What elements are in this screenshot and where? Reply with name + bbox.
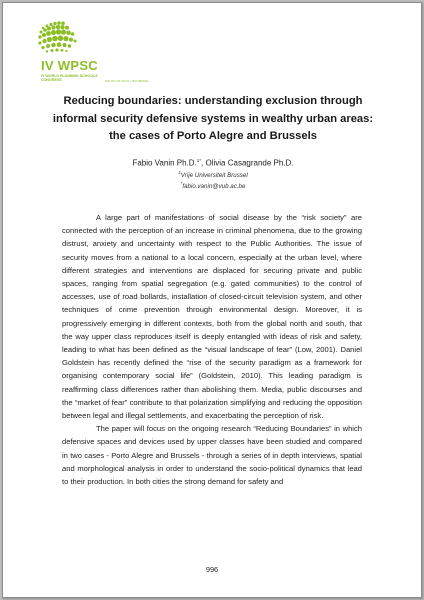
- author-1: Fabio Vanin Ph.D.: [132, 158, 197, 168]
- author-1-superscript: 1*: [196, 158, 202, 163]
- affiliation-superscript: 1: [178, 170, 181, 175]
- logo-title: IV WPSC: [41, 58, 98, 73]
- paragraph-1: A large part of manifestations of social disease by the “risk society” are connected with the perception of an increase in criminal phenomena, due to the growing distrust, anxiety and uncertainty with respect to the Public Authorities. The issue of security moves from a national to a local concern, especially at the urban level, where different strategies and interventions are displaced for securing private and public spaces, ranging from spatial segregation (e.g. gated communities) to the control of accesses, use of road bollards, installation of closed-circuit television system, and other techniques of crime prevention through environmental design. Moreover, it is progressively emerging in different contexts, both from the global north and south, that the way upper class reproduces itself is deeply entangled with ideas of risk and safety, leading to what has been defined as the “visual landscape of fear” (Low, 2001). Daniel Goldstein has recently defined the “rise of the security paradigm as a framework for organising contemporary social life” (Goldstein, 2010). This leading paradigm is reaffirming class differences rather than abolishing them. Media, public discourses and the “market of fear” contribute to that polarization simplifying and reducing the opposition between legal and illegal settlements, and exacerbating the perception of risk.: [62, 213, 362, 421]
- email-text: fabio.vanin@vub.ac.be: [182, 183, 246, 191]
- affiliation-text: Vrije Universiteit Brussel: [180, 172, 248, 180]
- paper-title: Reducing boundaries: understanding exclusion through informal security defensive systems in wealthy urban areas: the cases of Porto Alegre and Brussels: [52, 95, 374, 143]
- author-2: , Olivia Casagrande Ph.D.: [201, 158, 294, 168]
- document-page: [2, 2, 422, 598]
- conference-logo: [35, 19, 205, 81]
- globe-logo-icon: [35, 19, 95, 59]
- author-line: [43, 158, 383, 168]
- logo-subtitle: IV WORLD PLANNING SCHOOLS CONGRESS: [41, 74, 98, 82]
- body-text: [62, 211, 362, 488]
- logo-partners: SOUTH OF KEYS • RIO BRASIL: [105, 79, 149, 83]
- email: [43, 181, 383, 190]
- email-superscript: *: [180, 181, 183, 186]
- page-number: 996: [205, 565, 219, 574]
- paragraph-2: The paper will focus on the ongoing research “Reducing Boundaries” in which defensive spaces and devices used by upper classes have been studied and compared in two cases - Porto Alegre and Brussels - through a series of in depth interviews, spatial and morphological analysis in order to understand the socio-political dynamics that lead to their production. In both cities the strong demand for safety and: [62, 424, 362, 487]
- affiliation: [43, 170, 383, 179]
